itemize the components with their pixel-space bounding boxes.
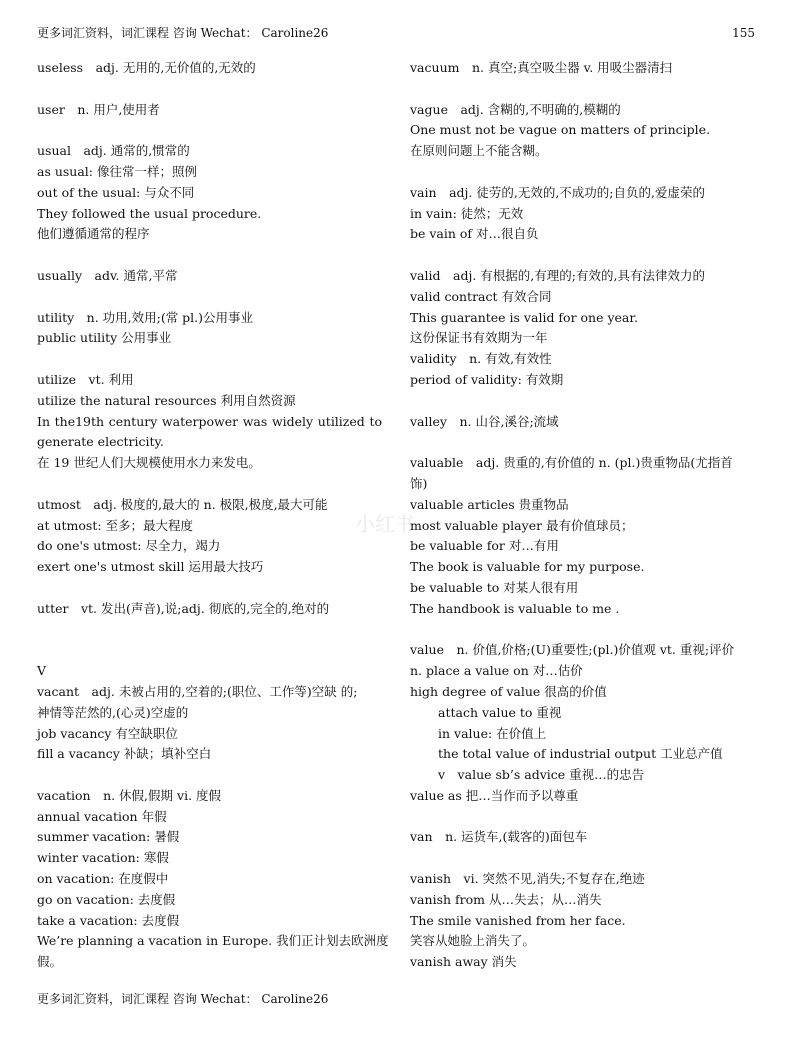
entry-line: most valuable player 最有价值球员； [410,517,634,533]
blank-line [410,245,755,266]
entry-line: useless adj. 无用的,无价值的,无效的 [37,60,256,75]
entry-line: high degree of value 很高的价值 [410,683,607,699]
entry-line: vanish from 从…失去；从…消失 [410,891,602,907]
entry-line: usual adj. 通常的,惯常的 [37,143,190,159]
page-number: 155 [732,26,755,40]
entry-line: V [37,663,47,679]
entry-line: v value sb’s advice 重视…的忠告 [438,767,645,783]
entry-line: be valuable for 对…有用 [410,538,559,554]
blank-line [37,474,382,495]
entry-line: 他们遵循通常的程序 [37,226,150,242]
blank-line [37,79,382,100]
blank-line [410,848,755,869]
entry-line: as usual: 像往常一样；照例 [37,163,197,179]
entry-line: 在 19 世纪人们大规模使用水力来发电。 [37,455,261,471]
entry-line: go on vacation: 去度假 [37,891,176,907]
entry-line: job vacancy 有空缺职位 [37,725,178,741]
entry-line: vanish away 消失 [410,954,517,970]
entry-line: on vacation: 在度假中 [37,871,169,887]
entry-line: 神情等茫然的,(心灵)空虚的 [37,704,189,720]
entry-line: winter vacation: 寒假 [37,850,169,866]
entry-line: usually adv. 通常,平常 [37,267,178,283]
entry-line: utmost adj. 极度的,最大的 n. 极限,极度,最大可能 [37,496,328,512]
entry-line: 笑容从她脸上消失了。 [410,933,536,949]
page-footer: 更多词汇资料，词汇课程 咨询 Wechat： Caroline26 [37,992,329,1006]
entry-line: generate electricity. [37,434,164,450]
blank-line [37,287,382,308]
blank-line [37,640,382,661]
entry-line: utilize vt. 利用 [37,371,134,387]
entry-line: be valuable to 对某人很有用 [410,579,579,595]
entry-line: in value: 在价值上 [438,725,547,741]
entry-line: validity n. 有效,有效性 [410,351,552,367]
entry-line: value as 把…当作而予以尊重 [410,787,579,803]
entry-line: attach value to 重视 [438,704,562,720]
blank-line [410,432,755,453]
entry-line: valid adj. 有根据的,有理的;有效的,具有法律效力的 [410,267,705,283]
entry-line: exert one's utmost skill 运用最大技巧 [37,559,264,575]
entry-line: utilize the natural resources 利用自然资源 [37,392,296,408]
header-wechat-note: 更多词汇资料，词汇课程 咨询 Wechat： Caroline26 [37,26,329,40]
entry-line: vacuum n. 真空;真空吸尘器 v. 用吸尘器清扫 [410,60,673,75]
entry-line: 这份保证书有效期为一年 [410,330,548,346]
entry-line: n. place a value on 对…估价 [410,663,583,679]
entry-line: 在原则问题上不能含糊。 [410,143,548,159]
blank-line [410,79,755,100]
entry-line: do one's utmost: 尽全力，竭力 [37,538,221,554]
entry-line: This guarantee is valid for one year. [410,309,638,325]
blank-line [410,162,755,183]
entry-line: utility n. 功用,效用;(常 pl.)公用事业 [37,309,254,325]
entry-line: value n. 价值,价格;(U)重要性;(pl.)价值观 vt. 重视;评价 [410,642,735,658]
blank-line [37,349,382,370]
entry-line: user n. 用户,使用者 [37,101,160,117]
blank-line [37,620,382,641]
entry-line: The book is valuable for my purpose. [410,559,645,575]
entry-line: valid contract 有效合同 [410,288,552,304]
entry-line: valley n. 山谷,溪谷;流域 [410,413,559,429]
entry-line: 假。 [37,954,63,970]
entry-line: vacant adj. 未被占用的,空着的;(职位、工作等)空缺 的; [37,683,358,699]
entry-line: We’re planning a vacation in Europe. 我们正计划去欧洲度 [37,933,389,949]
blank-line [410,391,755,412]
entry-line: at utmost: 至多；最大程度 [37,517,194,533]
blank-line [37,120,382,141]
entry-line: valuable adj. 贵重的,有价值的 n. (pl.)贵重物品(尤指首 [410,455,733,471]
blank-line [37,578,382,599]
entry-line: be vain of 对…很自负 [410,226,539,242]
entry-line: The handbook is valuable to me . [410,600,620,616]
right-column [410,58,755,973]
entry-line: annual vacation 年假 [37,808,167,824]
blank-line [410,807,755,828]
entry-line: in vain: 徒然；无效 [410,205,524,221]
entry-line: 饰) [410,475,428,491]
blank-line [410,620,755,641]
entry-line: The smile vanished from her face. [410,912,626,928]
entry-line: take a vacation: 去度假 [37,912,180,928]
entry-line: fill a vacancy 补缺；填补空白 [37,746,212,762]
entry-line: utter vt. 发出(声音),说;adj. 彻底的,完全的,绝对的 [37,600,330,616]
entry-line: the total value of industrial output 工业总产值 [438,746,723,762]
entry-line: In the19th century waterpower was widely utilized to [37,413,382,429]
entry-line: public utility 公用事业 [37,330,172,346]
entry-line: van n. 运货车,(载客的)面包车 [410,829,588,845]
entry-line: vanish vi. 突然不见,消失;不复存在,绝迹 [410,871,645,887]
entry-line: out of the usual: 与众不同 [37,184,195,200]
entry-line: valuable articles 贵重物品 [410,496,569,512]
watermark: 小红书 [355,512,415,536]
entry-line: vain adj. 徒劳的,无效的,不成功的;自负的,爱虚荣的 [410,184,705,200]
entry-line: They followed the usual procedure. [37,205,262,221]
entry-line: period of validity: 有效期 [410,371,564,387]
entry-line: vague adj. 含糊的,不明确的,模糊的 [410,101,621,117]
entry-line: summer vacation: 暑假 [37,829,180,845]
entry-line: vacation n. 休假,假期 vi. 度假 [37,787,222,803]
entry-line: One must not be vague on matters of principle. [410,122,711,138]
blank-line [37,765,382,786]
page-header [37,24,755,42]
blank-line [37,245,382,266]
